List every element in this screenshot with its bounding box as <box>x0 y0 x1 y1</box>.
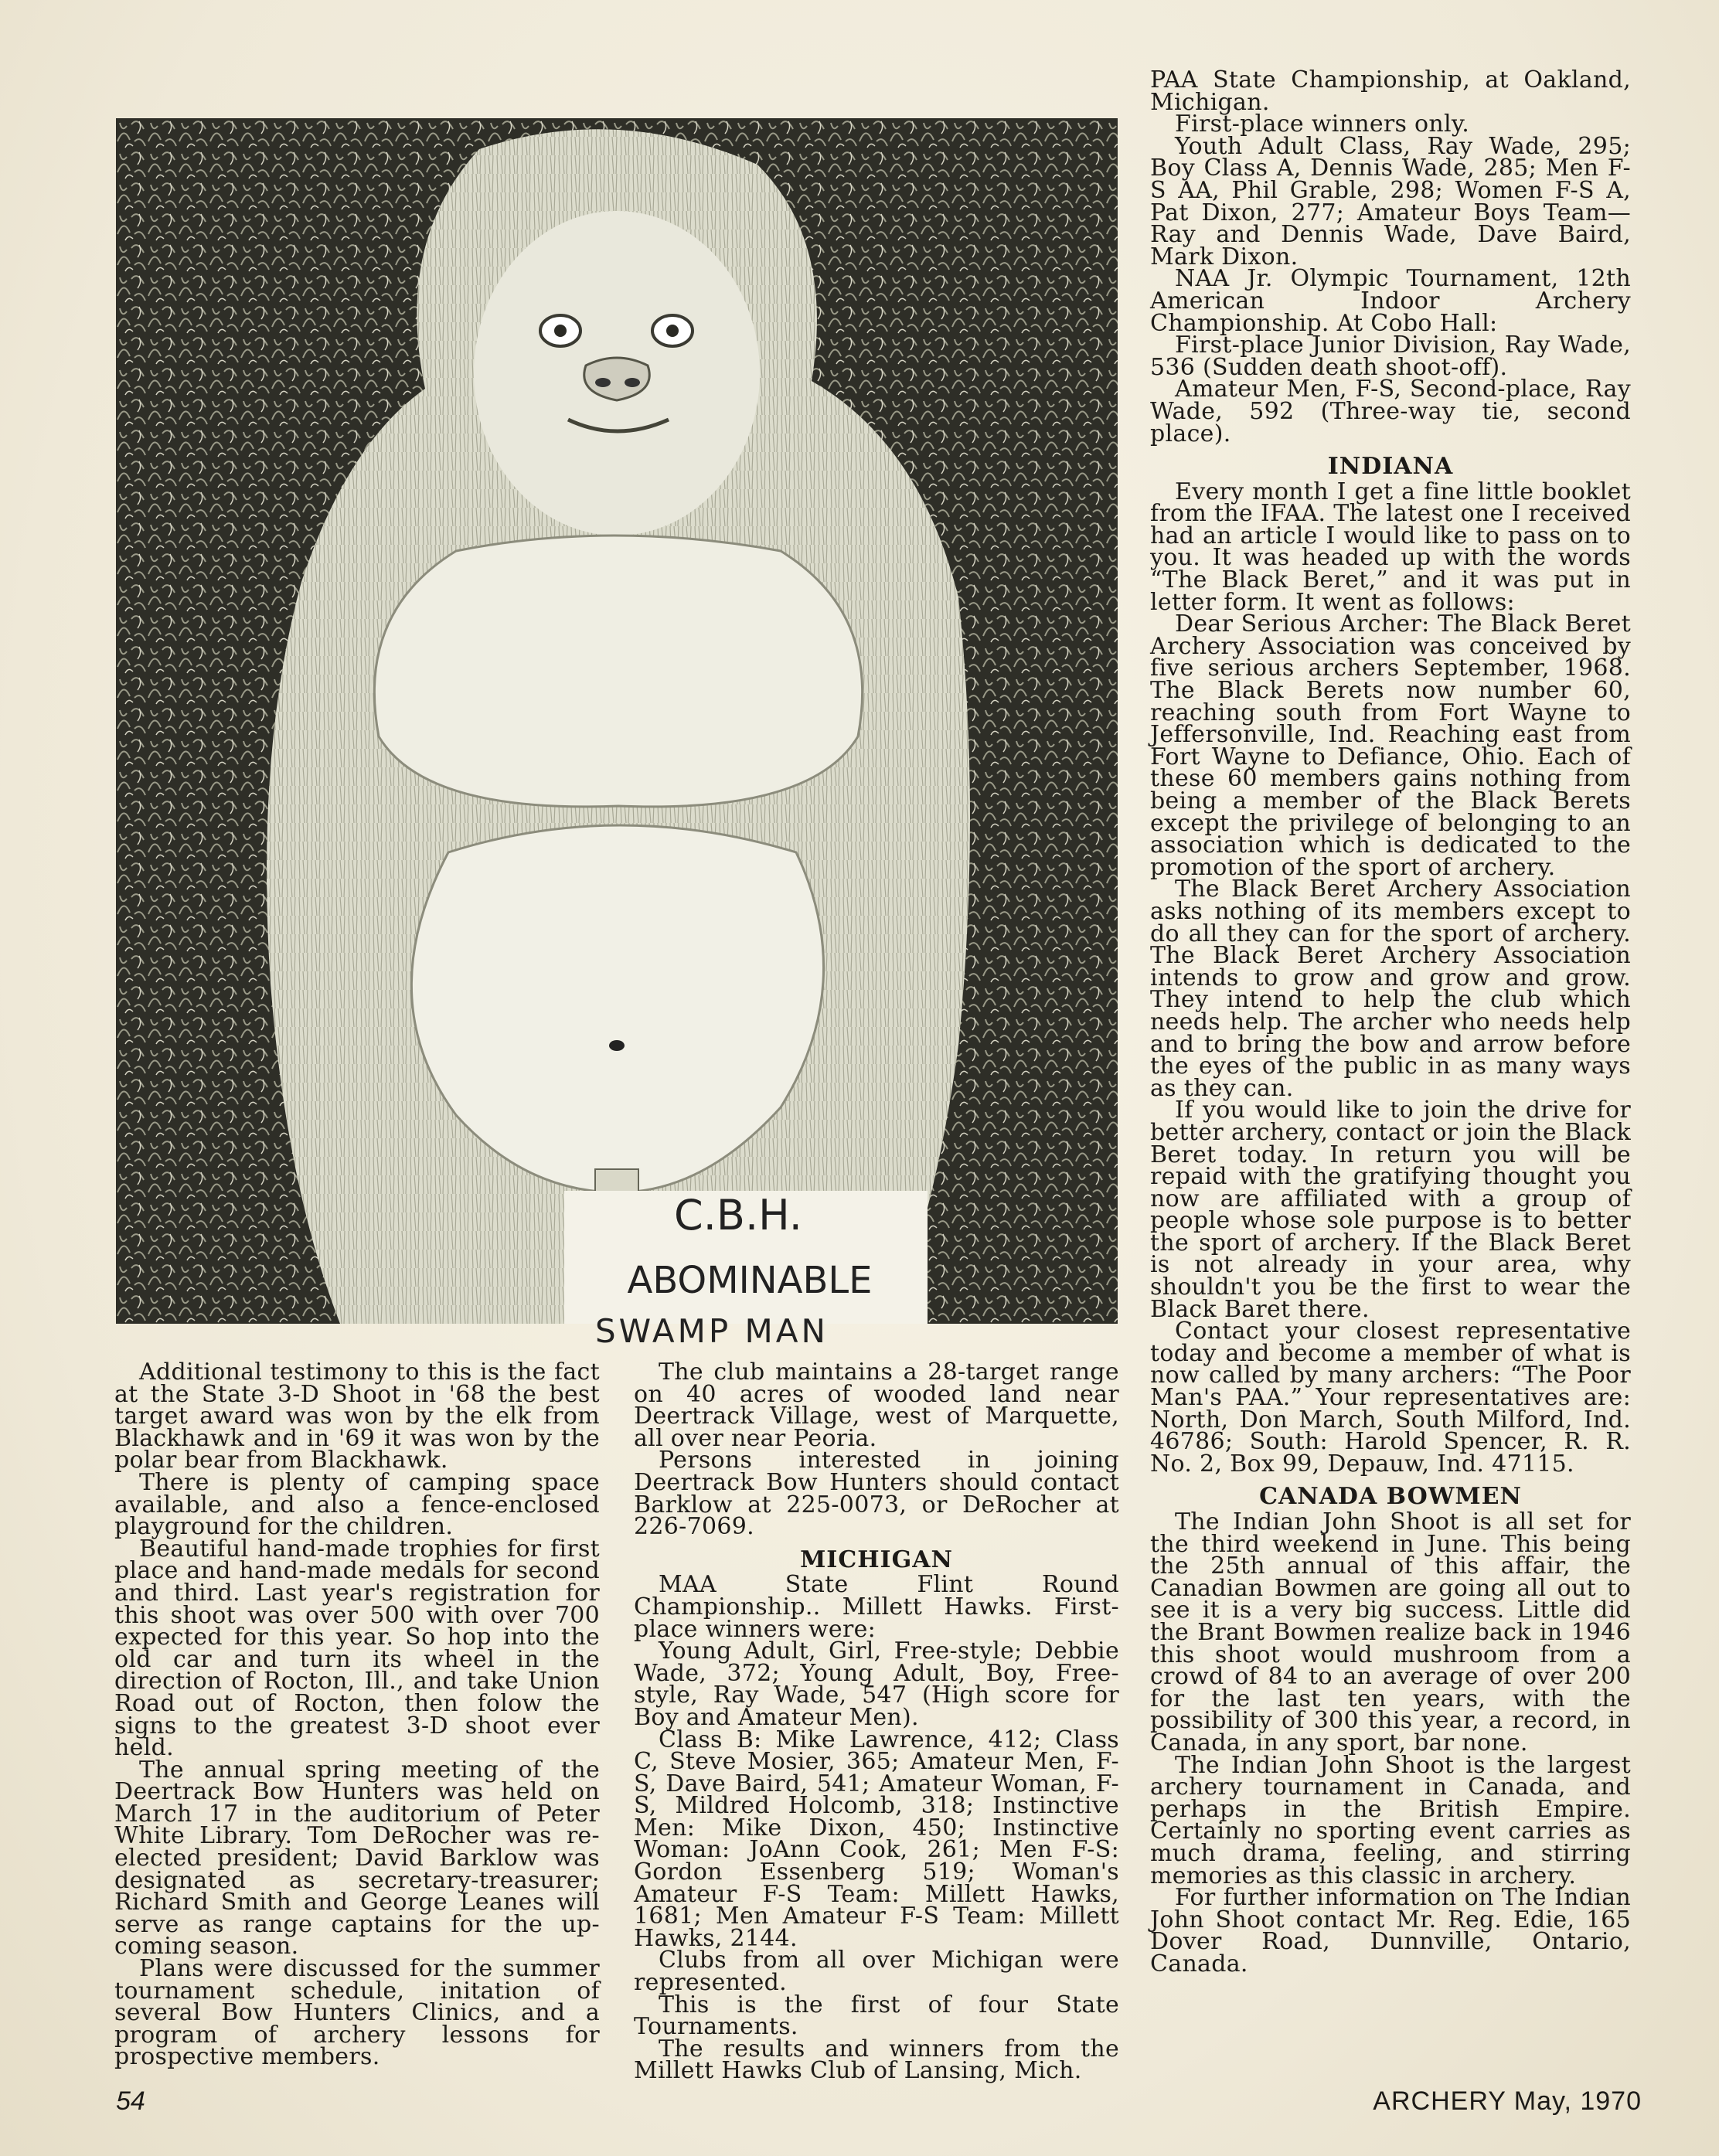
paragraph: Beautiful hand-made trophies for first place and hand-made medals for second and third. Last year's registration for this shoot was over 500 with over 700 expected for this year. So hop into the old car and turn its wheel in the direction of Rocton, Ill., and take Union Road out of Rocton, then folow the signs to the greatest 3-D shoot ever held. <box>114 1535 600 1762</box>
article-column-2 <box>634 1359 1119 2085</box>
paragraph: Every month I get a fine little booklet from the IFAA. The latest one I received had an article I would like to pass on to you. It was headed up with the words “The Black Beret,” and it was put in letter form. It went as follows: <box>1150 478 1631 616</box>
sign-line-2: ABOMINABLE <box>627 1259 873 1302</box>
paragraph: First-place Junior Division, Ray Wade, 536 (Sudden death shoot-off). <box>1150 332 1631 381</box>
paragraph: Plans were discussed for the summer tournament schedule, initation of several Bow Hunters Clinics, and a program of archery lessons for prospective members. <box>114 1955 600 2071</box>
paragraph: NAA Jr. Olympic Tournament, 12th American Indoor Archery Championship. At Cobo Hall: <box>1150 265 1631 337</box>
paragraph: For further information on The Indian John Shoot contact Mr. Reg. Edie, 165 Dover Road, Dunnville, Ontario, Canada. <box>1150 1884 1631 1977</box>
paragraph: The results and winners from the Millett Hawks Club of Lansing, Mich. <box>634 2035 1119 2085</box>
swamp-man-illustration <box>116 118 1118 1324</box>
paragraph: Contact your closest representative today and become a member of what is now called by many archers: “The Poor Man's PAA.” Your representatives are: North, Don March, South Milford, Ind. 46786; South: Harold Spencer, R. R. No. 2, Box 99, Depauw, Ind. 47115. <box>1150 1318 1631 1478</box>
paragraph: Young Adult, Girl, Free-style; Debbie Wade, 372; Young Adult, Boy, Free-style, Ray Wade, 547 (High score for Boy and Amateur Men). <box>634 1637 1119 1731</box>
paragraph: Persons interested in joining Deertrack Bow Hunters should contact Barklow at 225-0073, or DeRocher at 226-7069. <box>634 1447 1119 1541</box>
section-heading-canada-bowmen: CANADA BOWMEN <box>1259 1483 1522 1511</box>
paragraph: The annual spring meeting of the Deertrack Bow Hunters was held on March 17 in the auditorium of Peter White Library. Tom DeRocher was re-elected president; David Barklow was designated as secretary-treasurer; Richard Smith and George Leanes will serve as range captains for the up-coming season. <box>114 1756 600 1960</box>
sign-line-3: SWAMP MAN <box>595 1312 829 1350</box>
paragraph: PAA State Championship, at Oakland, Michigan. <box>1150 66 1631 116</box>
paragraph: MAA State Flint Round Championship.. Millett Hawks. First-place winners were: <box>634 1571 1119 1643</box>
article-column-3 <box>1150 66 1631 1977</box>
paragraph: There is plenty of camping space available, and also a fence-enclosed playground for the children. <box>114 1468 600 1541</box>
paragraph: Dear Serious Archer: The Black Beret Archery Association was conceived by five serious archers September, 1968. The Black Berets now number 60, reaching south from Fort Wayne to Jeffersonville, Ind. Reaching east from Fort Wayne to Defiance, Ohio. Each of these 60 members gains nothing from being a member of the Black Berets except the privilege of belonging to an association which is dedicated to the promotion of the sport of archery. <box>1150 610 1631 881</box>
paragraph: If you would like to join the drive for better archery, contact or join the Black Beret today. In return you will be repaid with the gratifying thought you now are affiliated with a group of people whose sole purpose is to better the sport of archery. If the Black Beret is not already in your area, why shouldn't you be the first to wear the Black Baret there. <box>1150 1097 1631 1323</box>
paragraph: Amateur Men, F-S, Second-place, Ray Wade, 592 (Three-way tie, second place). <box>1150 376 1631 447</box>
paragraph: Class B: Mike Lawrence, 412; Class C, Steve Mosier, 365; Amateur Men, F-S, Dave Baird, 541; Amateur Woman, F-S, Mildred Holcomb, 318; Instinctive Men: Mike Dixon, 450; Instinctive Woman: JoAnn Cook, 261; Men F-S: Gordon Essenberg 519; Woman's Amateur F-S Team: Millett Hawks, 1681; Men Amateur F-S Team: Millett Hawks, 2144. <box>634 1726 1119 1952</box>
paragraph: Clubs from all over Michigan were represented. <box>634 1947 1119 1997</box>
paragraph: Youth Adult Class, Ray Wade, 295; Boy Class A, Dennis Wade, 285; Men F-S AA, Phil Grable, 298; Women F-S A, Pat Dixon, 277; Amateur Boys Team—Ray and Dennis Wade, Dave Baird, Mark Dixon. <box>1150 132 1631 270</box>
paragraph: First-place winners only. <box>1175 111 1470 138</box>
paragraph: The Indian John Shoot is all set for the third weekend in June. This being the 25th annual of this affair, the Canadian Bowmen are going all out to see it is a very big success. Little did the Brant Bowmen realize back in 1946 this shoot would mushroom from a crowd of 84 to an average of over 200 for the last ten years, with the possibility of 300 this year, a record, in Canada, in any sport, bar none. <box>1150 1508 1631 1756</box>
paragraph: The Black Beret Archery Association asks nothing of its members except to do all they can for the sport of archery. The Black Beret Archery Association intends to grow and grow and grow. They intend to help the club which needs help. The archer who needs help and to bring the bow and arrow before the eyes of the public in as many ways as they can. <box>1150 876 1631 1102</box>
article-column-1 <box>114 1359 600 2071</box>
running-footer: ARCHERY May, 1970 <box>1373 2086 1642 2116</box>
section-heading-michigan: MICHIGAN <box>800 1546 953 1573</box>
section-heading-indiana: INDIANA <box>1327 453 1454 481</box>
paragraph: This is the first of four State Tournaments. <box>634 1991 1119 2041</box>
paragraph: The Indian John Shoot is the largest archery tournament in Canada, and perhaps in the British Empire. Certainly no sporting event carries as much drama, feeling, and stirring memories as this classic in archery. <box>1150 1751 1631 1889</box>
paragraph: The club maintains a 28-target range on 40 acres of wooded land near Deertrack Village, west of Marquette, all over near Peoria. <box>634 1359 1119 1452</box>
target-photo <box>116 118 1118 1324</box>
paragraph: Additional testimony to this is the fact at the State 3-D Shoot in '68 the best target award was won by the elk from Blackhawk and in '69 it was won by the polar bear from Blackhawk. <box>114 1359 600 1474</box>
page-number: 54 <box>116 2086 145 2116</box>
sign-line-1: C.B.H. <box>674 1191 802 1240</box>
